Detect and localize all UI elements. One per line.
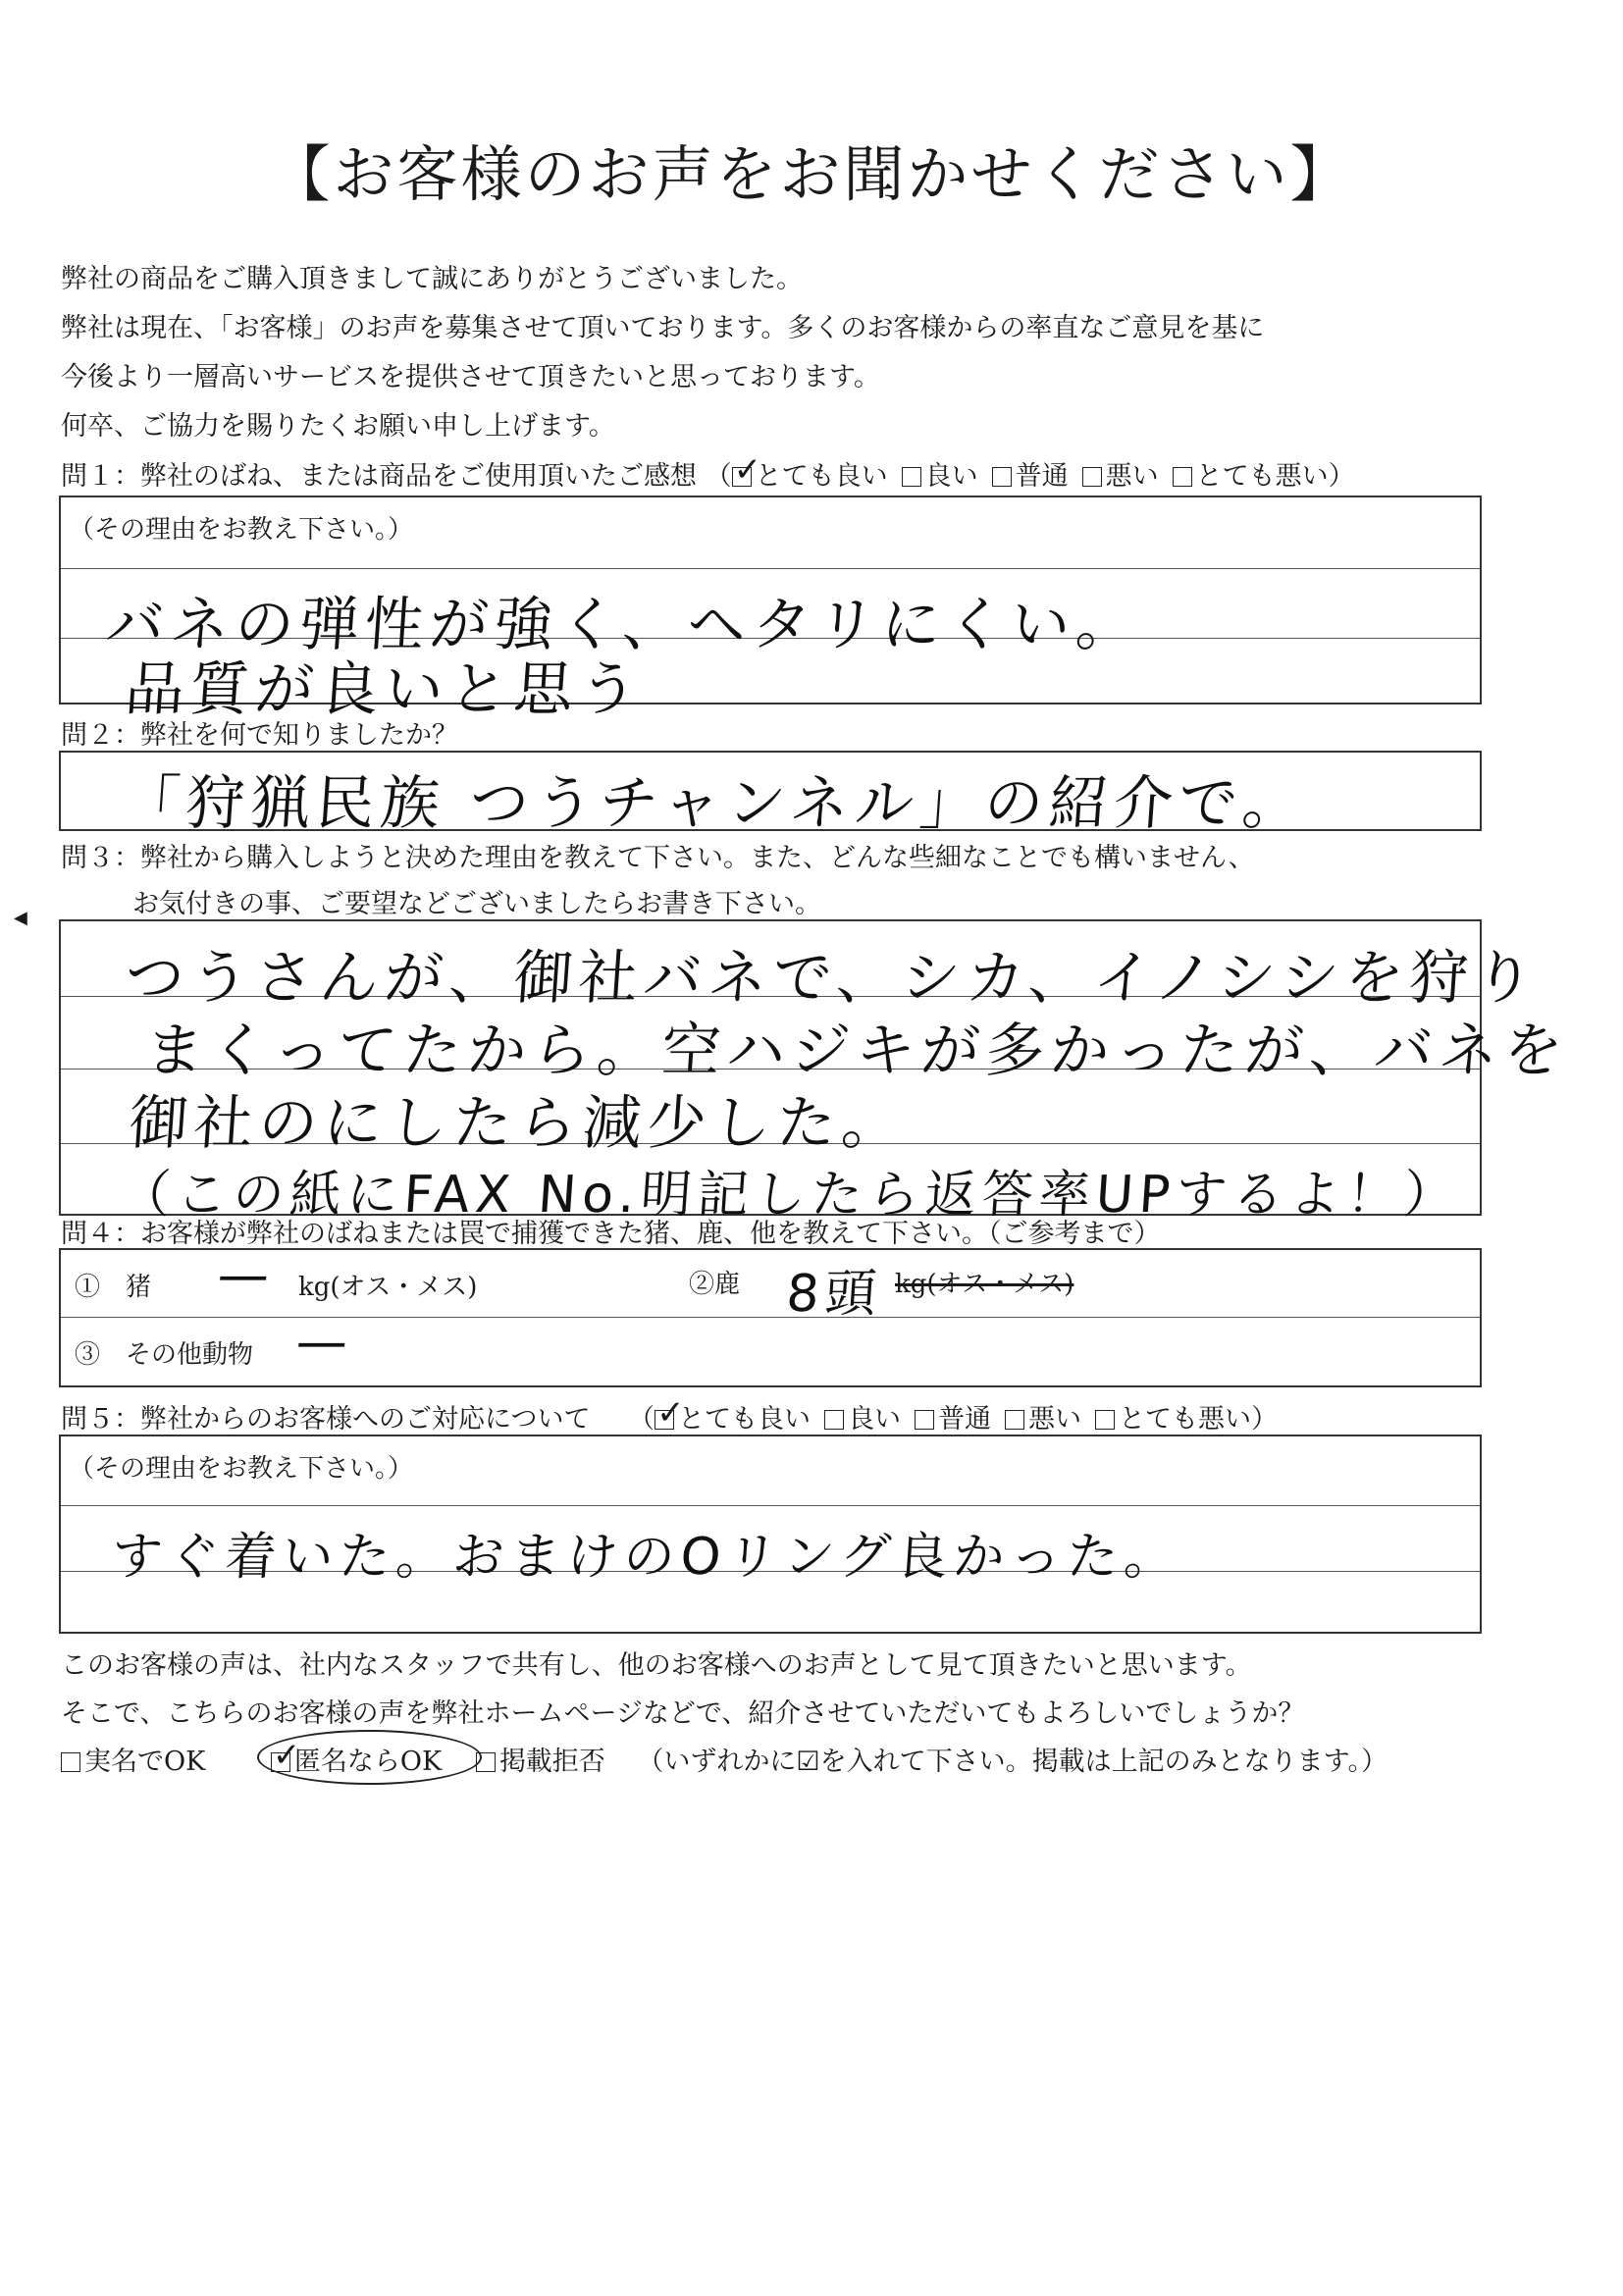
checkbox-icon (824, 1410, 844, 1430)
q1-option-1[interactable]: ✓ とても良い (732, 454, 888, 493)
q5-option-3[interactable]: 普通 (915, 1397, 991, 1435)
intro-line-1: 弊社の商品をご購入頂きまして誠にありがとうございました。 (61, 264, 803, 294)
q5-answer-box[interactable] (59, 1435, 1482, 1634)
q1-question (61, 454, 1355, 493)
q1-question-text: 問１：弊社のばね、または商品をご使用頂いたご感想 (61, 461, 697, 492)
q4-other-label: ③ その他動物 (75, 1340, 254, 1370)
q4-answer-box (59, 1248, 1482, 1387)
checkbox-icon (476, 1752, 496, 1772)
q3-answer-line-1: つうさんが、御社バネで、シカ、イノシシを狩り (123, 944, 1543, 1013)
q1-answer-line-1: バネの弾性が強く、ヘタリにくい。 (103, 591, 1143, 659)
q5-reason-label: （その理由をお教え下さい。） (69, 1454, 414, 1484)
q1-answer-line-2: 品質が良いと思う (123, 655, 647, 724)
checkbox-icon (1095, 1410, 1115, 1430)
consent-real-name-option[interactable]: 実名でOK (61, 1740, 205, 1778)
checkbox-icon (915, 1410, 934, 1430)
consent-refuse-option[interactable]: 掲載拒否 (476, 1740, 605, 1778)
q3-answer-line-4: （この紙にFAX No.明記したら返答率UPするよ！） (117, 1166, 1463, 1225)
q5-option-1[interactable]: ✓ とても良い (654, 1397, 811, 1435)
margin-arrow-icon: ◀ (14, 908, 27, 928)
checkbox-icon (1005, 1410, 1024, 1430)
q2-answer: 「狩猟民族 つうチャンネル」の紹介で。 (119, 769, 1310, 838)
q4-boar-label: ① 猪 (75, 1273, 152, 1302)
q3-question: 問３：弊社から購入しようと決めた理由を教えて下さい。また、どんな些細なことでも構いません、 (61, 843, 1255, 873)
consent-note: （いずれかに☑を入れて下さい。掲載は上記のみとなります。） (637, 1747, 1387, 1777)
q3-answer-box[interactable] (59, 919, 1571, 1225)
q5-option-4[interactable]: 悪い (1005, 1397, 1081, 1435)
q4-boar-value[interactable]: — (215, 1246, 278, 1305)
q3-answer-line-3: 御社のにしたら減少した。 (127, 1089, 910, 1158)
q4-deer-label: ②鹿 (689, 1270, 741, 1299)
q4-other-value[interactable]: — (293, 1313, 356, 1372)
q4-question: 問４：お客様が弊社のばねまたは罠で捕獲できた猪、鹿、他を教えて下さい。（ご参考まで） (61, 1219, 1161, 1249)
q3-question-cont: お気付きの事、ご要望などございましたらお書き下さい。 (132, 889, 821, 919)
q5-option-5[interactable]: とても悪い (1095, 1397, 1251, 1435)
q2-question: 問２：弊社を何で知りましたか？ (61, 720, 458, 751)
checkbox-icon (992, 467, 1012, 487)
q5-rating-group: （✓ とても良い 良い 普通 悪い とても悪い） (628, 1404, 1278, 1435)
checkbox-icon (1173, 467, 1192, 487)
q1-option-4[interactable]: 悪い (1082, 454, 1159, 493)
q1-option-3[interactable]: 普通 (992, 454, 1069, 493)
intro-line-3: 今後より一層高いサービスを提供させて頂きたいと思っております。 (61, 362, 880, 392)
footer-consent-row (61, 1740, 1387, 1778)
footer-line-1: このお客様の声は、社内なスタッフで共有し、他のお客様へのお声として見て頂きたいと思います。 (61, 1650, 1252, 1681)
q1-option-5[interactable]: とても悪い (1173, 454, 1329, 493)
q5-question-text: 問５：弊社からのお客様へのご対応について (61, 1404, 591, 1435)
q4-deer-value[interactable]: 8頭 (784, 1265, 884, 1324)
checkbox-checked-icon (271, 1752, 290, 1772)
checkbox-checked-icon (654, 1410, 674, 1430)
checkbox-checked-icon (732, 467, 752, 487)
q4-deer-unit: kg(オス・メス) (895, 1270, 1074, 1299)
footer-line-2: そこで、こちらのお客様の声を弊社ホームページなどで、紹介させていただいてもよろしいでしょうか？ (61, 1698, 1305, 1729)
q5-answer: すぐ着いた。おまけのOリング良かった。 (109, 1528, 1183, 1587)
q1-reason-label: （その理由をお教え下さい。） (69, 515, 414, 545)
q3-answer-line-2: まくってたから。空ハジキが多かったが、バネを (142, 1017, 1571, 1085)
intro-line-2: 弊社は現在、「お客様」のお声を募集させて頂いております。多くのお客様からの率直なご意見を基に (61, 313, 1265, 343)
q1-rating-group: （✓ とても良い 良い 普通 悪い とても悪い） (706, 461, 1355, 492)
consent-anonymous-option[interactable]: ✓ 匿名ならOK (271, 1740, 442, 1778)
q4-boar-unit: kg(オス・メス) (298, 1273, 478, 1302)
q5-option-2[interactable]: 良い (824, 1397, 901, 1435)
checkbox-icon (61, 1752, 80, 1772)
q1-option-2[interactable]: 良い (902, 454, 978, 493)
checkbox-icon (1082, 467, 1102, 487)
q5-question (61, 1397, 1278, 1435)
q1-answer-box[interactable] (59, 496, 1482, 724)
form-title: 【お客様のお声をお聞かせください】 (269, 138, 1354, 210)
q2-answer-box[interactable] (59, 751, 1482, 838)
checkbox-icon (902, 467, 921, 487)
intro-line-4: 何卒、ご協力を賜りたくお願い申し上げます。 (61, 411, 615, 442)
